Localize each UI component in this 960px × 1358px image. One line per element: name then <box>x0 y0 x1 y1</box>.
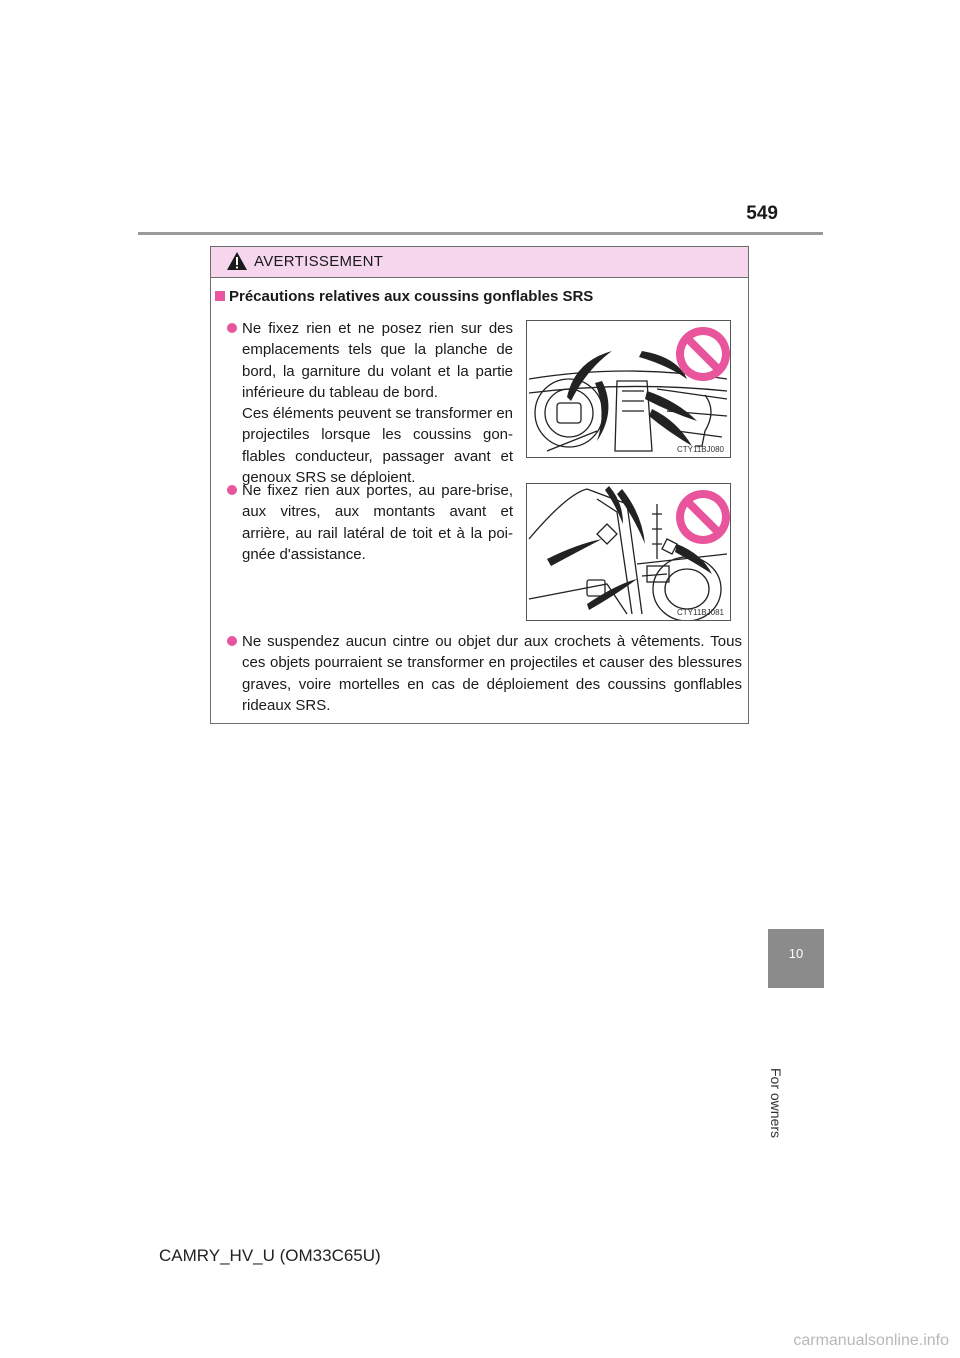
page-number: 549 <box>746 203 778 224</box>
bullet-text: Ne suspendez aucun cintre ou objet dur aux crochets à vêtements. Tous ces objets pourraient se transformer en projectiles et causer des blessures graves, voire mortelles en cas de déploiement des coussins gonflables rideaux SRS. <box>242 633 742 714</box>
section-heading <box>215 288 593 305</box>
prohibited-icon <box>676 327 730 381</box>
figure-code: CTY11BJ081 <box>677 608 724 617</box>
prohibited-icon <box>676 490 730 544</box>
bullet-item <box>242 631 742 716</box>
bullet-text: Ne fixez rien et ne posez rien sur des emplacements tels que la planche de bord, la garniture du volant et la partie inférieure du tableau de bord. Ces éléments peuvent se transformer en projectiles lorsque les coussins gon-flables conducteur, passager avant et genoux SRS se déploient. <box>242 320 513 487</box>
footer-watermark: carmanualsonline.info <box>793 1332 949 1349</box>
bullet-dot-icon <box>227 636 237 646</box>
bullet-item <box>242 318 513 488</box>
bullet-item <box>242 480 513 565</box>
warning-header <box>211 247 748 278</box>
square-bullet-icon <box>215 291 225 301</box>
section-heading-text: Précautions relatives aux coussins gonflables SRS <box>229 288 594 305</box>
dashboard-illustration <box>527 321 731 458</box>
bullet-text: Ne fixez rien aux portes, au pare-brise, aux vitres, aux montants avant et arrière, au rail latéral de toit et à la poi-gnée d'assistance. <box>242 482 513 563</box>
warning-box <box>210 246 749 724</box>
bullet-dot-icon <box>227 323 237 333</box>
figure-cabin-pillars <box>526 483 731 621</box>
footer-model-code: CAMRY_HV_U (OM33C65U) <box>159 1246 381 1265</box>
chapter-title: For owners <box>768 1068 784 1139</box>
chapter-tab <box>768 929 824 988</box>
figure-code: CTY11BJ080 <box>677 445 724 454</box>
warning-triangle-icon <box>226 251 248 271</box>
figure-dashboard <box>526 320 731 458</box>
warning-title: AVERTISSEMENT <box>254 253 384 270</box>
bullet-dot-icon <box>227 485 237 495</box>
cabin-illustration <box>527 484 731 621</box>
header-rule <box>138 232 823 235</box>
chapter-number: 10 <box>788 946 804 961</box>
